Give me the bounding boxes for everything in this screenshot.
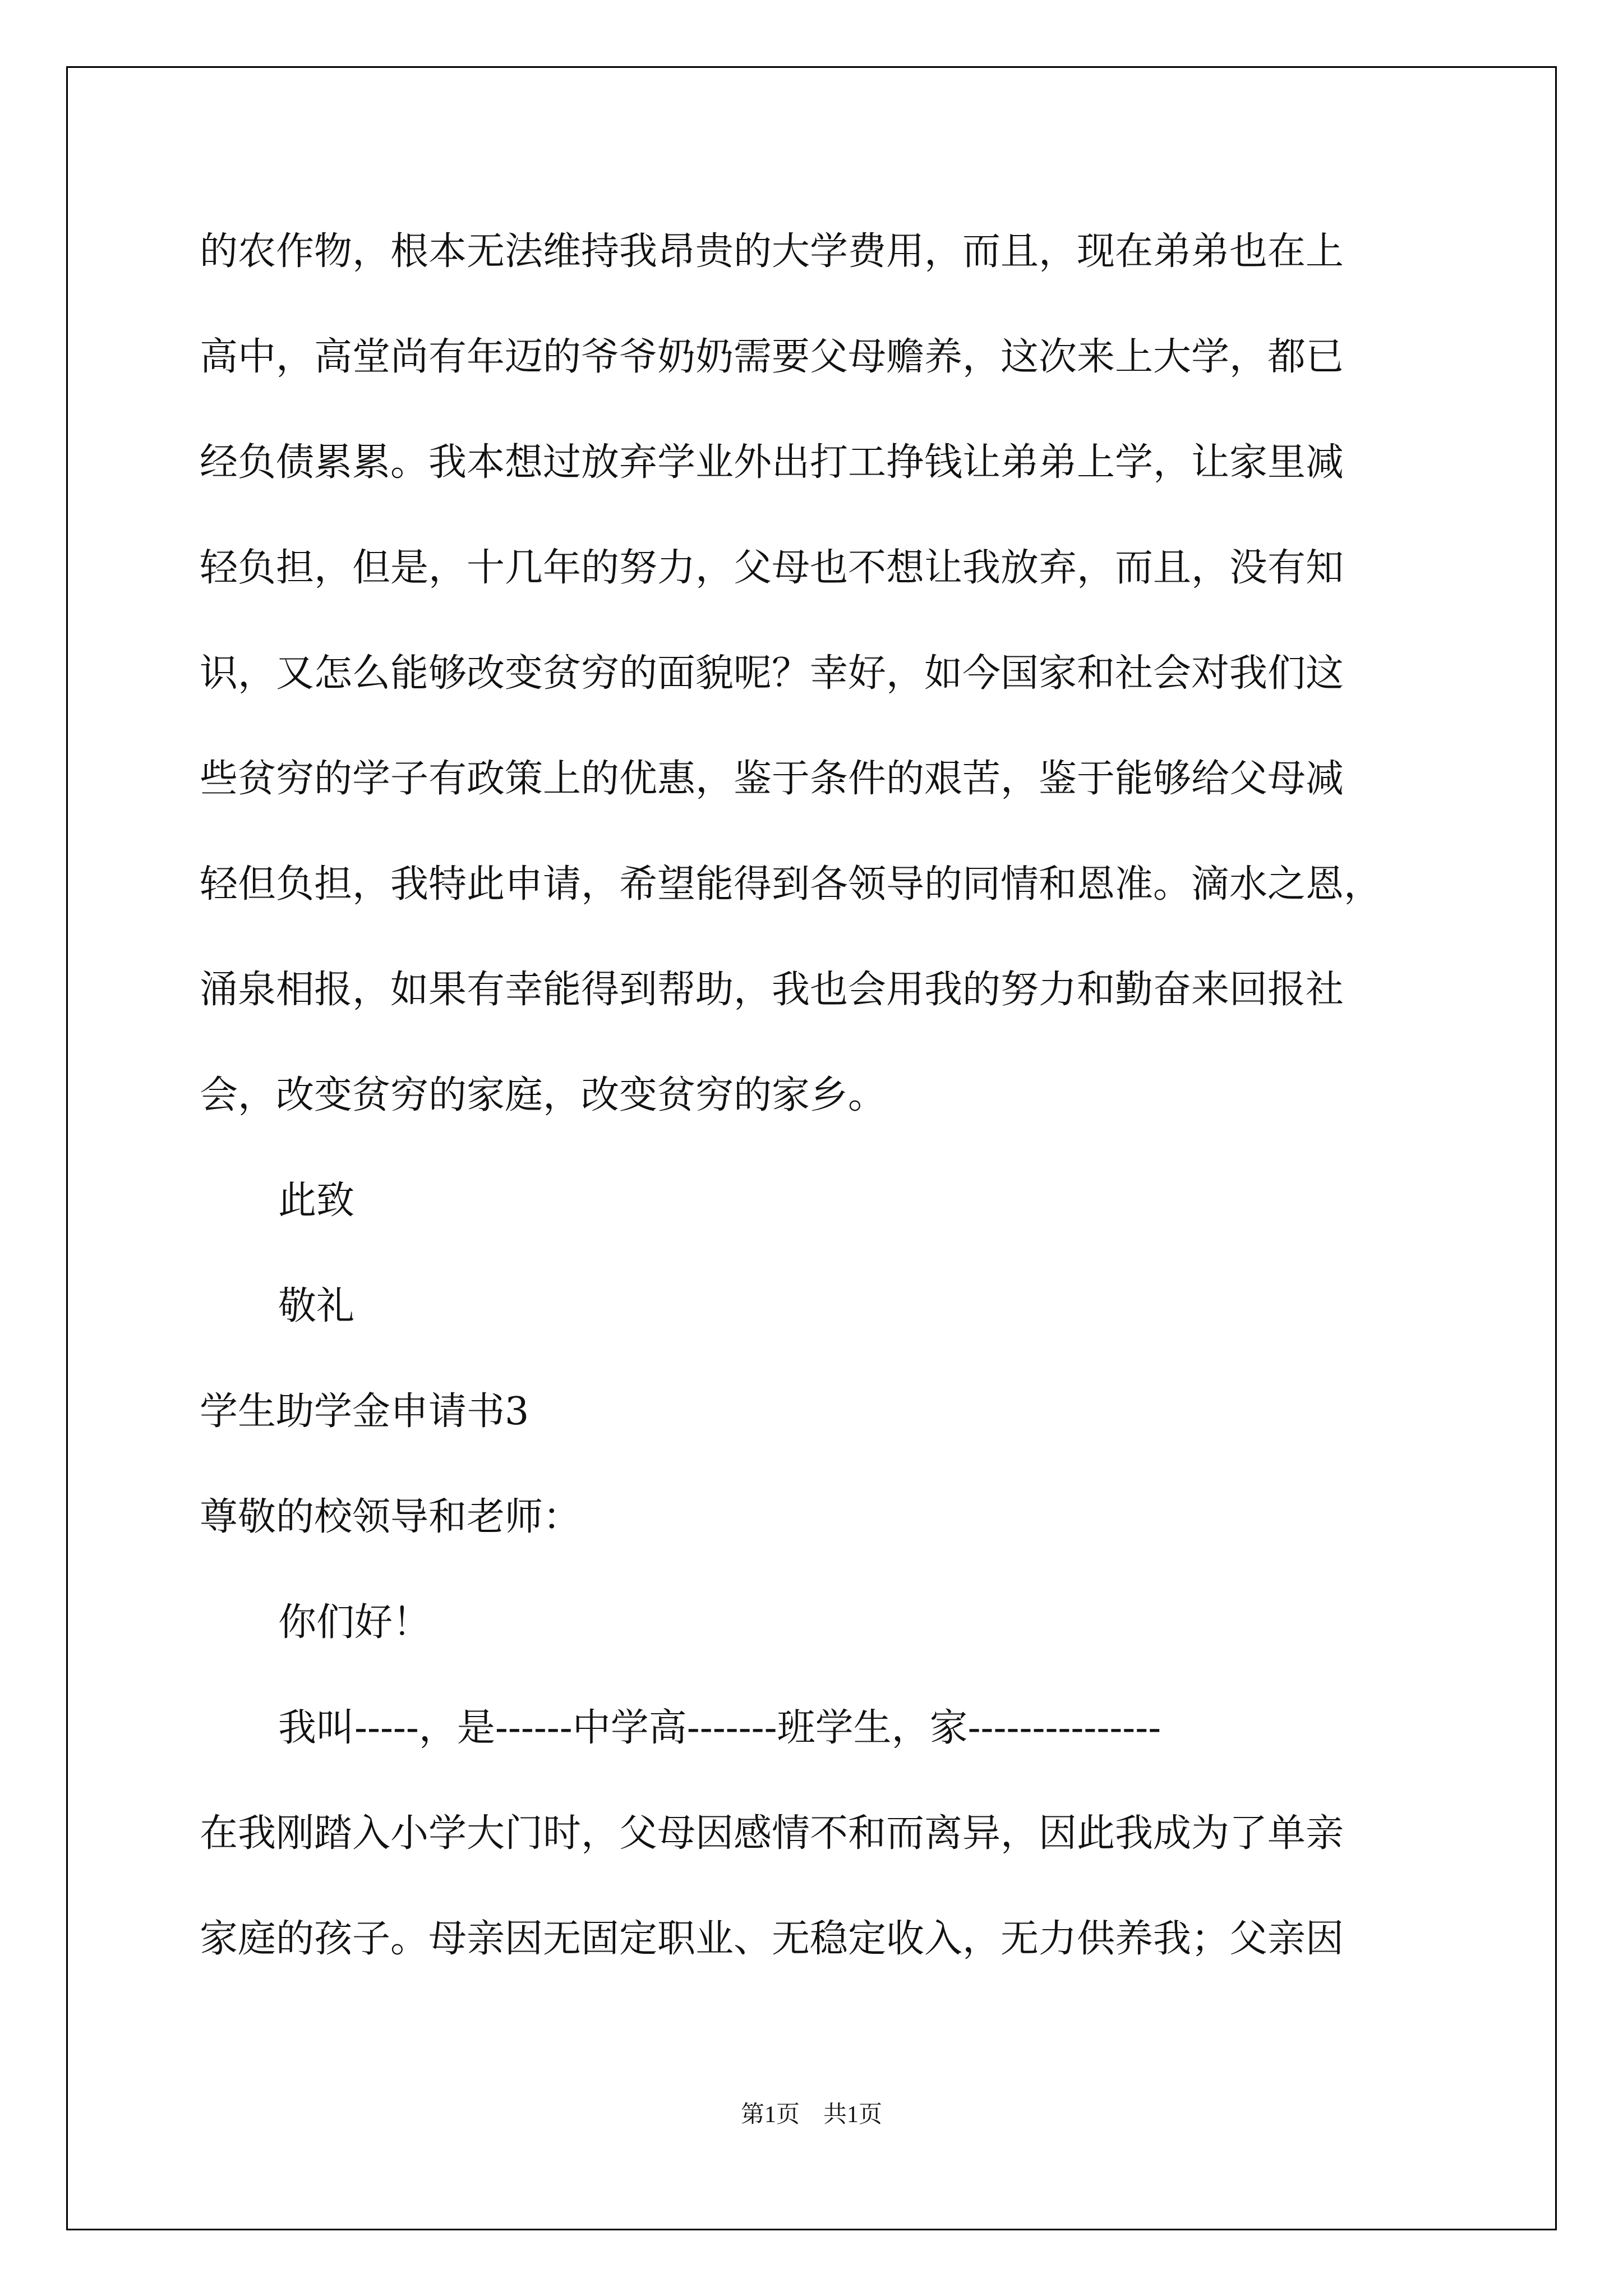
greeting: 你们好！ [278, 1600, 431, 1645]
document-body [200, 199, 1467, 1992]
paragraph-line: 的农作物，根本无法维持我昂贵的大学费用，而且，现在弟弟也在上 [200, 229, 1344, 274]
section-title: 学生助学金申请书3 [200, 1389, 529, 1434]
intro-line: 我叫-----，是------中学高-------班学生，家--------------- [278, 1706, 1161, 1750]
paragraph-line: 在我刚踏入小学大门时，父母因感情不和而离异，因此我成为了单亲 [200, 1811, 1344, 1856]
paragraph-line: 家庭的孩子。母亲因无固定职业、无稳定收入，无力供养我；父亲因 [200, 1917, 1344, 1961]
paragraph-line: 涌泉相报，如果有幸能得到帮助，我也会用我的努力和勤奋来回报社 [200, 968, 1344, 1012]
paragraph-line: 轻但负担，我特此申请，希望能得到各领导的同情和恩准。滴水之恩， [200, 862, 1382, 907]
paragraph-line: 轻负担，但是，十几年的努力，父母也不想让我放弃，而且，没有知 [200, 546, 1344, 590]
salutation: 尊敬的校领导和老师： [200, 1495, 582, 1539]
closing-regards: 敬礼 [278, 1284, 355, 1328]
page-footer: 第1页 共1页 [740, 2102, 882, 2128]
paragraph-line: 会，改变贫穷的家庭，改变贫穷的家乡。 [200, 1073, 887, 1117]
paragraph-line: 识，又怎么能够改变贫穷的面貌呢？幸好，如今国家和社会对我们这 [200, 651, 1344, 696]
paragraph-line: 些贫穷的学子有政策上的优惠，鉴于条件的艰苦，鉴于能够给父母减 [200, 757, 1344, 801]
closing-salutation: 此致 [278, 1179, 355, 1223]
paragraph-line: 经负债累累。我本想过放弃学业外出打工挣钱让弟弟上学，让家里减 [200, 440, 1344, 485]
paragraph-line: 高中，高堂尚有年迈的爷爷奶奶需要父母赡养，这次来上大学，都已 [200, 335, 1344, 379]
